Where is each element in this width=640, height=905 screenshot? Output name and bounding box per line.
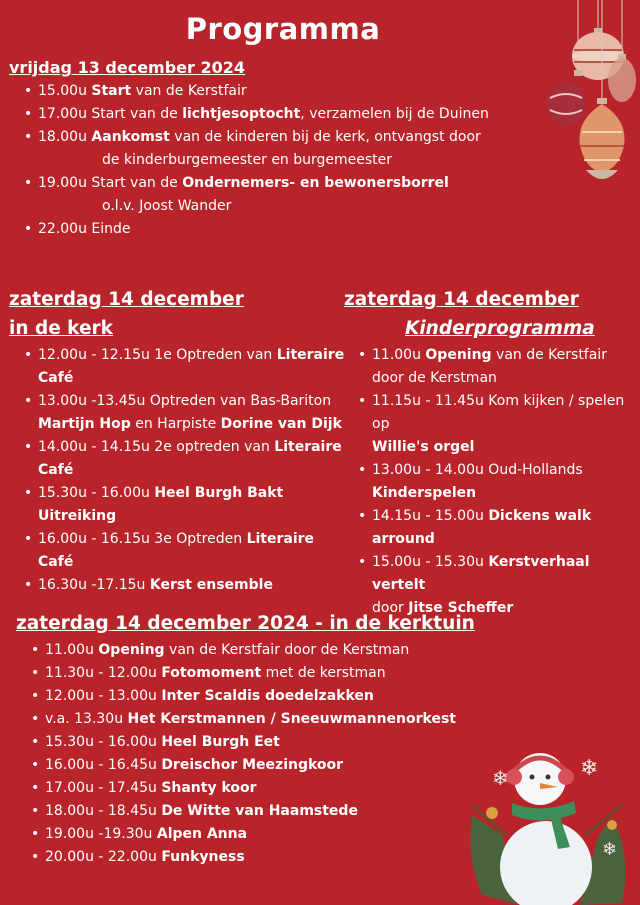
item-highlight: Start [91,83,132,99]
item-time: 22.00u [38,221,87,237]
item-continuation [372,482,638,505]
item-highlight: Dorine van Dijk [220,416,342,432]
item-highlight: Alpen Anna [156,826,248,842]
item-continuation [372,528,638,551]
item-time: 19.00u -19.30u [45,826,157,842]
item-text: van de Kerstfair [491,347,607,363]
item-time: 19.00u [38,175,87,191]
friday-item [22,172,542,218]
svg-text:❄: ❄ [602,839,618,860]
item-time: 15.30u - 16.00u [45,734,162,750]
item-time: 11.00u [45,642,99,658]
item-highlight: Kerst ensemble [149,577,273,593]
item-highlight: Heel Burgh Bakt Uitreiking [38,485,284,524]
garden-item [29,685,489,708]
item-time: 11.30u - 12.00u [45,665,162,681]
church-list [22,344,352,597]
item-time: 18.00u [38,129,87,145]
item-highlight: Het Kerstmannen / Sneeuwmannenorkest [127,711,456,727]
item-highlight: Jitse Scheffer [408,600,514,616]
item-text: 13.00u -13.45u Optreden van Bas-Bariton [38,393,332,409]
garden-list [29,639,489,869]
item-text: 11.15u - 11.45u Kom kijken / spelen op [372,393,625,432]
garden-item [29,846,489,869]
item-continuation [372,436,638,459]
item-time: 12.00u - 13.00u [45,688,162,704]
item-time: 17.00u [38,106,87,122]
garden-header: zaterdag 14 december 2024 - in de kerktuin [16,613,475,634]
item-text: 16.00u - 16.15u 3e Optreden [38,531,247,547]
church-item [22,344,352,390]
item-text: door [372,600,409,616]
item-time: 18.00u - 18.45u [45,803,162,819]
christmas-ornaments-icon [536,0,640,190]
item-highlight: Kerstverhaal vertelt [372,554,590,593]
item-continuation [38,459,352,482]
item-text: , verzamelen bij de Duinen [300,106,489,122]
item-highlight: Dickens walk [488,508,592,524]
item-highlight: Opening [425,347,492,363]
garden-item [29,800,489,823]
item-continuation [38,367,352,390]
church-item [22,528,352,574]
kids-item [356,344,638,390]
garden-item [29,662,489,685]
kids-header-title: Kinderprogramma [405,318,595,339]
kids-list [356,344,638,620]
item-highlight: Funkyness [161,849,245,865]
garden-item [29,731,489,754]
garden-item [29,754,489,777]
kids-item [356,459,638,505]
church-item [22,574,352,597]
item-highlight: Café [38,462,74,478]
item-continuation [372,367,638,390]
item-highlight: Shanty koor [161,780,257,796]
item-highlight: Martijn Hop [38,416,131,432]
item-text: Start van de [91,175,183,191]
item-highlight: Literaire [274,439,342,455]
item-text: Einde [91,221,131,237]
item-time: 17.00u - 17.45u [45,780,162,796]
item-text: 14.00u - 14.15u 2e optreden van [38,439,275,455]
item-continuation: o.l.v. Joost Wander [102,198,232,214]
church-item [22,482,352,528]
garden-item [29,777,489,800]
item-text: door de Kerstman [372,370,497,386]
friday-item [22,103,542,126]
item-highlight: arround [372,531,435,547]
kids-item [356,551,638,620]
item-text: van de Kerstfair door de Kerstman [164,642,410,658]
item-text: en Harpiste [130,416,221,432]
friday-item [22,80,542,103]
svg-text:❄: ❄ [492,766,509,790]
item-text: 16.30u -17.15u [38,577,150,593]
item-text: van de kinderen bij de kerk, ontvangst door [169,129,481,145]
item-highlight: Ondernemers- en bewonersborrel [182,175,449,191]
item-highlight: Willie's orgel [372,439,475,455]
svg-text:❄: ❄ [580,756,599,781]
friday-header: vrijdag 13 december 2024 [9,58,246,77]
item-continuation: de kinderburgemeester en burgemeester [102,152,393,168]
item-highlight: Literaire Café [38,531,315,570]
item-time: 15.00u [38,83,87,99]
church-item [22,390,352,436]
item-highlight: lichtjesoptocht [182,106,301,122]
friday-item [22,218,542,241]
kids-header-date: zaterdag 14 december [344,289,579,310]
item-text: van de Kerstfair [131,83,247,99]
item-text: Start van de [91,106,183,122]
item-highlight: Opening [98,642,165,658]
item-text: met de kerstman [261,665,386,681]
page-title: Programma [185,12,381,46]
item-text: 15.00u - 15.30u [372,554,489,570]
item-highlight: Dreischor Meezingkoor [161,757,344,773]
item-text: 15.30u - 16.00u [38,485,155,501]
friday-list [22,80,542,241]
item-highlight: De Witte van Haamstede [161,803,358,819]
item-text: 14.15u - 15.00u [372,508,489,524]
item-continuation [38,413,352,436]
kids-item [356,390,638,459]
item-text: 12.00u - 12.15u 1e Optreden van [38,347,277,363]
item-highlight: Inter Scaldis doedelzakken [161,688,374,704]
item-highlight: Literaire [276,347,345,363]
item-text: 11.00u [372,347,426,363]
friday-item [22,126,542,172]
kids-item [356,505,638,551]
item-highlight: Café [38,370,74,386]
garden-item [29,708,489,731]
item-time: 16.00u - 16.45u [45,757,162,773]
item-text: 13.00u - 14.00u Oud-Hollands [372,462,583,478]
item-time: v.a. 13.30u [45,711,128,727]
item-time: 20.00u - 22.00u [45,849,162,865]
church-header-date: zaterdag 14 december [9,289,244,310]
church-header-location: in de kerk [9,318,113,339]
snowman-icon [462,745,638,905]
garden-item [29,823,489,846]
item-highlight: Fotomoment [161,665,262,681]
item-highlight: Heel Burgh Eet [161,734,280,750]
item-highlight: Kinderspelen [372,485,477,501]
church-item [22,436,352,482]
item-highlight: Aankomst [91,129,170,145]
garden-item [29,639,489,662]
